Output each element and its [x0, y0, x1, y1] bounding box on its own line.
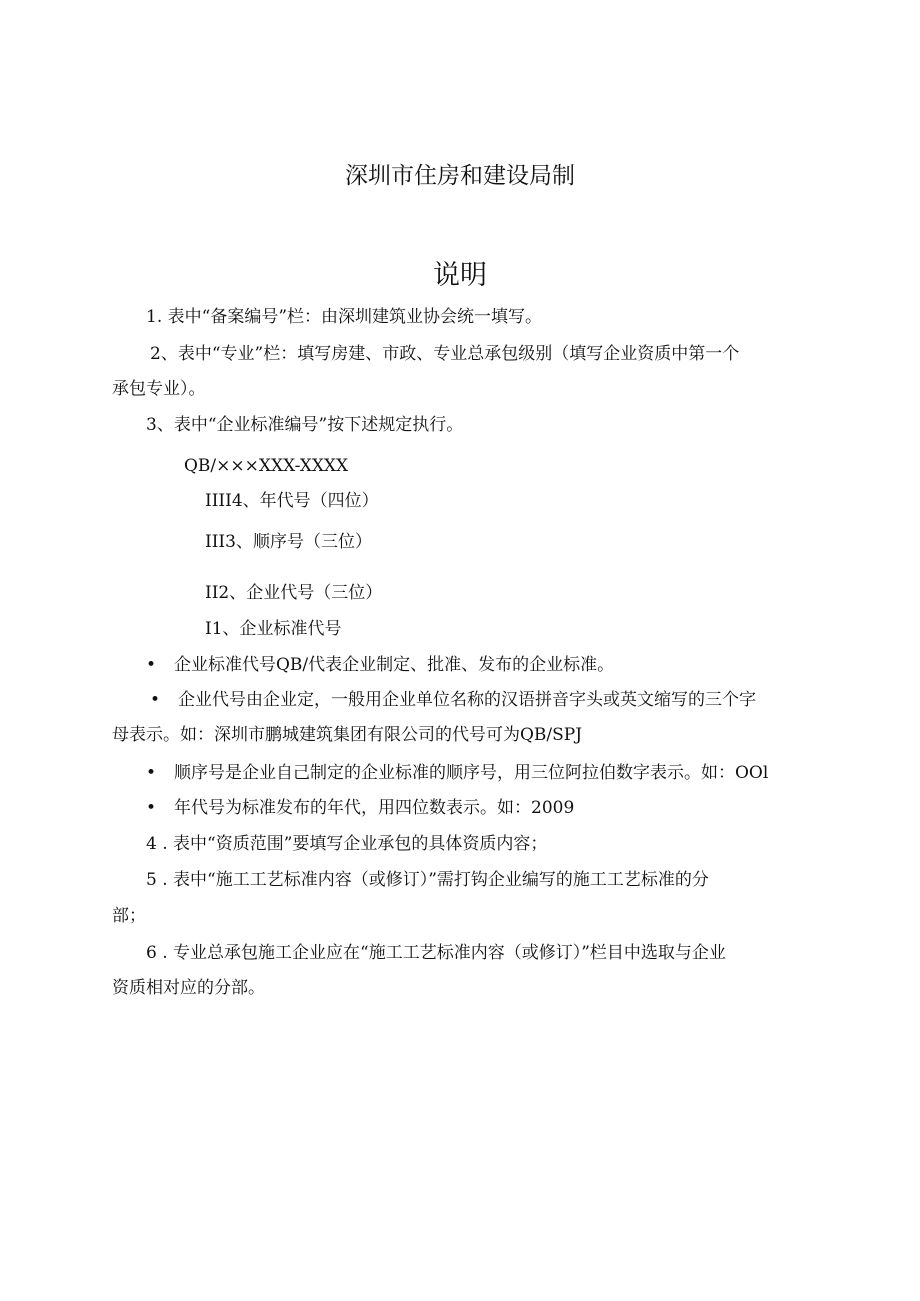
item-6-line-1: 6 . 专业总承包施工企业应在“施工工艺标准内容（或修订）”栏目中选取与企业	[146, 943, 726, 963]
bullet-1	[146, 654, 614, 676]
bullet-mark: •	[146, 798, 157, 818]
bullet-2-line-1	[150, 689, 756, 711]
item-3: 3、表中“企业标准编号”按下述规定执行。	[146, 415, 464, 435]
item-2-line-1: 2、表中“专业”栏：填写房建、市政、专业总承包级别（填写企业资质中第一个	[150, 344, 740, 364]
issuer-title: 深圳市住房和建设局制	[345, 163, 575, 189]
code-part-sequence: III3、顺序号（三位）	[205, 532, 372, 552]
bullet-mark: •	[146, 763, 157, 783]
item-1: 1. 表中“备案编号”栏：由深圳建筑业协会统一填写。	[146, 307, 543, 327]
bullet-4-text: 年代号为标准发布的年代，用四位数表示。如：2009	[174, 798, 575, 818]
item-5-line-1: 5 . 表中“施工工艺标准内容（或修订）”需打钩企业编写的施工工艺标准的分	[146, 870, 709, 890]
item-4: 4 . 表中“资质范围”要填写企业承包的具体资质内容；	[146, 834, 548, 854]
code-format: QB/×××XXX-XXXX	[184, 456, 349, 476]
bullet-3	[146, 762, 768, 784]
bullet-1-text: 企业标准代号QB/代表企业制定、批准、发布的企业标准。	[174, 655, 615, 675]
code-part-standard: I1、企业标准代号	[205, 619, 342, 639]
item-6-line-2: 资质相对应的分部。	[112, 978, 265, 998]
item-5-line-2: 部；	[112, 906, 146, 926]
bullet-2-text: 企业代号由企业定，一般用企业单位名称的汉语拼音字头或英文缩写的三个字	[178, 690, 756, 710]
section-heading: 说明	[433, 260, 487, 291]
bullet-2-line-2: 母表示。如：深圳市鹏城建筑集团有限公司的代号可为QB/SPJ	[112, 725, 583, 745]
bullet-4	[146, 797, 574, 819]
bullet-3-text: 顺序号是企业自己制定的企业标准的顺序号，用三位阿拉伯数字表示。如：OOl	[174, 763, 769, 783]
code-part-year: IIII4、年代号（四位）	[205, 491, 379, 511]
bullet-mark: •	[150, 690, 161, 710]
item-2-line-2: 承包专业）。	[112, 379, 206, 399]
code-part-company: II2、企业代号（三位）	[205, 583, 383, 603]
bullet-mark: •	[146, 655, 157, 675]
